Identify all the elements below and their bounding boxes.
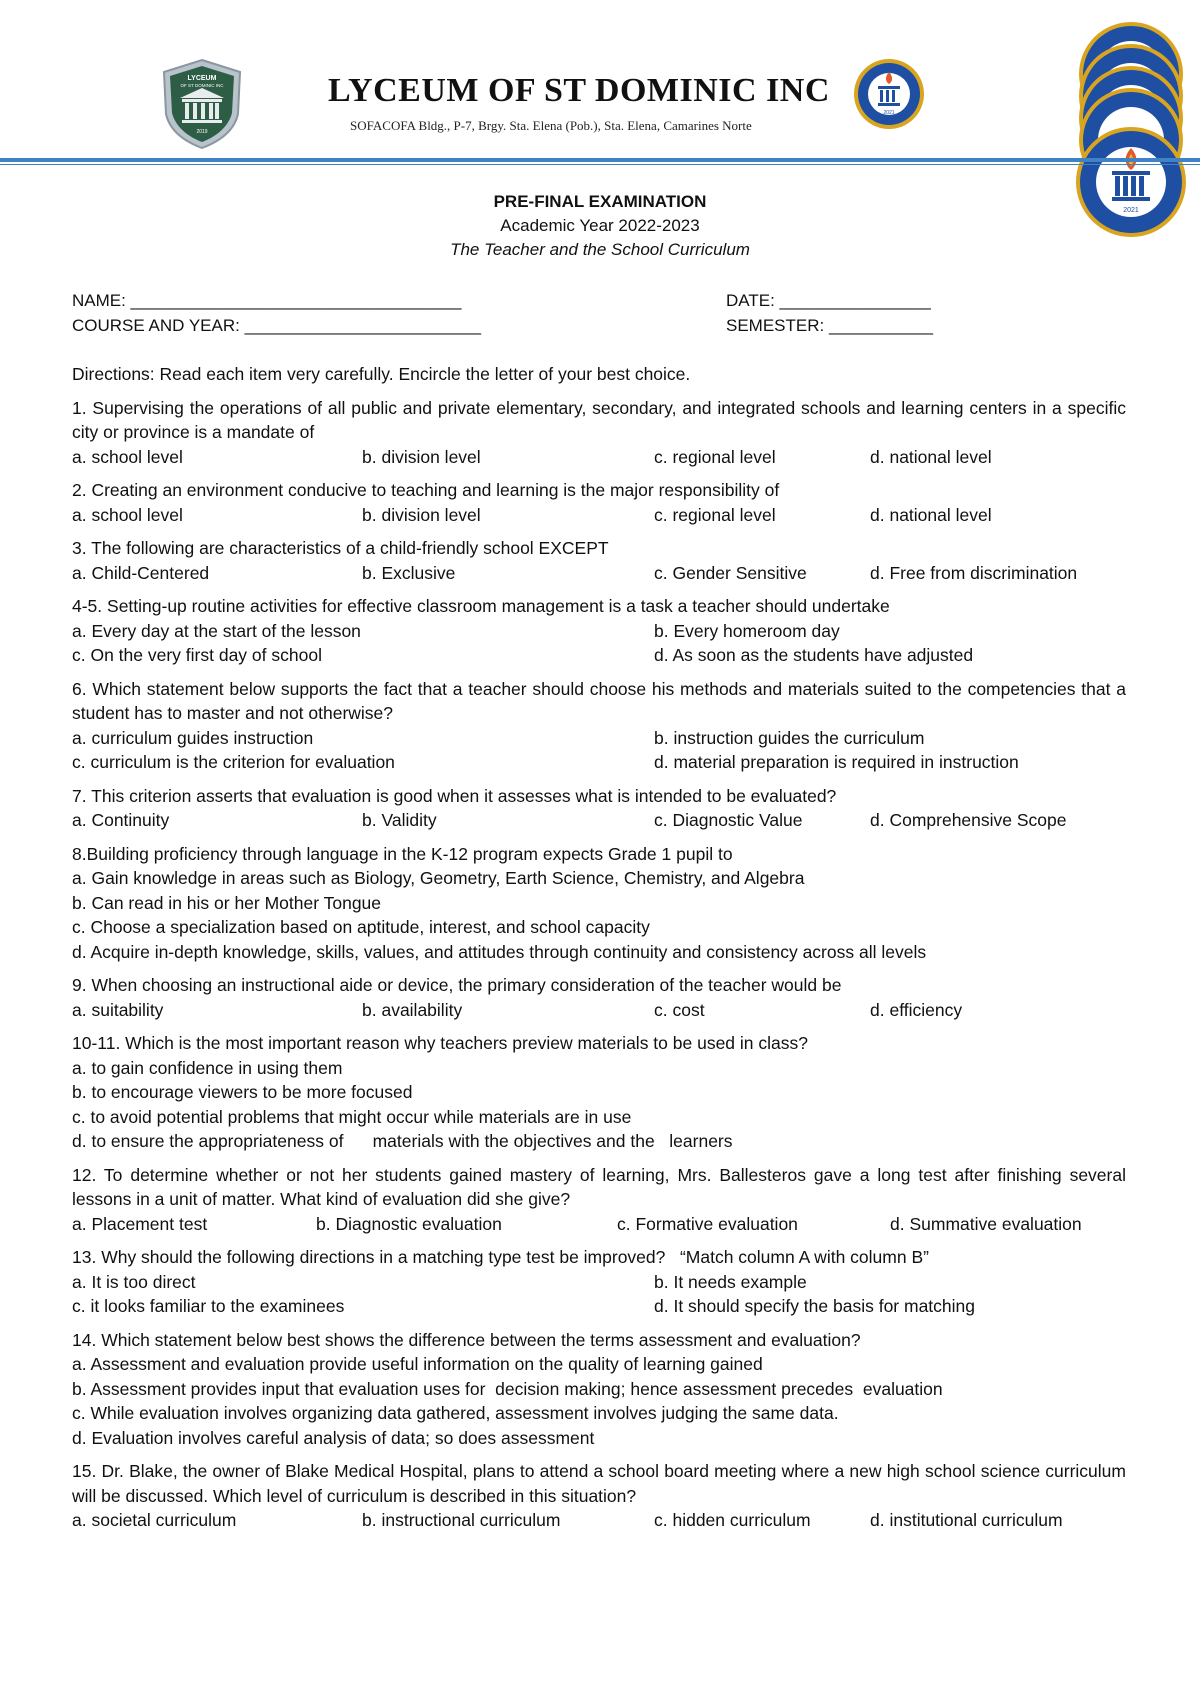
exam-title: PRE-FINAL EXAMINATION	[493, 192, 707, 211]
option[interactable]: c. it looks familiar to the examinees	[72, 1296, 345, 1316]
option[interactable]: d. It should specify the basis for matching	[654, 1296, 975, 1316]
option[interactable]: a. suitability	[72, 999, 164, 1020]
option[interactable]: c. While evaluation involves organizing data gathered, assessment involves judging the same data.	[72, 1403, 839, 1423]
option[interactable]: d. to ensure the appropriateness of materials with the objectives and the learners	[72, 1131, 733, 1151]
option[interactable]: d. Summative evaluation	[890, 1213, 1082, 1234]
option[interactable]: a. Gain knowledge in areas such as Biology, Geometry, Earth Science, Chemistry, and Algebra	[72, 868, 805, 888]
seal-year: 2021	[883, 110, 895, 116]
option[interactable]: a. societal curriculum	[72, 1510, 237, 1530]
option[interactable]: c. Diagnostic Value	[654, 810, 803, 830]
option[interactable]: b. Every homeroom day	[654, 620, 840, 641]
directions: Directions: Read each item very carefully. Encircle the letter of your best choice.	[72, 364, 691, 384]
option[interactable]: a. It is too direct	[72, 1271, 196, 1292]
option[interactable]: b. instruction guides the curriculum	[654, 727, 925, 748]
option[interactable]: a. school level	[72, 446, 183, 467]
date-field[interactable]: DATE: ________________	[726, 291, 931, 310]
header-rule-thin	[0, 164, 1200, 165]
option[interactable]: a. school level	[72, 504, 183, 525]
question-stem: 8.Building proficiency through language in the K-12 program expects Grade 1 pupil to	[72, 843, 733, 864]
logo-text-top: LYCEUM	[187, 75, 217, 82]
logo-year: 2019	[196, 129, 208, 135]
option[interactable]: a. Placement test	[72, 1213, 208, 1234]
option[interactable]: d. Free from discrimination	[870, 562, 1078, 583]
school-shield-logo	[160, 58, 244, 150]
option[interactable]: a. Child-Centered	[72, 562, 210, 583]
question-2	[72, 478, 1126, 527]
option[interactable]: a. Every day at the start of the lesson	[72, 620, 361, 641]
question-10-11	[72, 1031, 1126, 1154]
question-stem: 13. Why should the following directions in a matching type test be improved? “Match column A with column B”	[72, 1247, 929, 1267]
question-15	[72, 1459, 1126, 1533]
question-8	[72, 842, 1126, 965]
option[interactable]: d. Acquire in-depth knowledge, skills, values, and attitudes through continuity and consistency across all levels	[72, 941, 927, 962]
option[interactable]: d. national level	[870, 446, 992, 467]
question-stem: 7. This criterion asserts that evaluation is good when it assesses what is intended to be evaluated?	[72, 785, 837, 806]
option[interactable]: b. availability	[362, 999, 463, 1020]
exam-title-block	[0, 190, 1200, 262]
logo-text-sub: OF ST DOMINIC INC	[180, 83, 224, 88]
question-stem: 10-11. Which is the most important reason why teachers preview materials to be used in class?	[72, 1033, 808, 1053]
school-name: LYCEUM OF ST DOMINIC INC	[328, 72, 830, 109]
question-stem: 2. Creating an environment conducive to teaching and learning is the major responsibility of	[72, 480, 780, 500]
option[interactable]: a. to gain confidence in using them	[72, 1057, 343, 1078]
option[interactable]: b. to encourage viewers to be more focused	[72, 1082, 413, 1102]
question-stem: 4-5. Setting-up routine activities for effective classroom management is a task a teacher should undertake	[72, 596, 890, 616]
stack-seal-year: 2021	[1123, 207, 1139, 214]
option[interactable]: b. Exclusive	[362, 562, 456, 583]
header-rule	[0, 158, 1200, 162]
question-12	[72, 1163, 1126, 1237]
school-address: SOFACOFA Bldg., P-7, Brgy. Sta. Elena (Pob.), Sta. Elena, Camarines Norte	[350, 118, 752, 133]
student-info-fields	[72, 288, 1132, 338]
option[interactable]: b. It needs example	[654, 1271, 807, 1292]
option[interactable]: c. regional level	[654, 504, 776, 525]
option[interactable]: c. Choose a specialization based on aptitude, interest, and school capacity	[72, 917, 650, 937]
option[interactable]: b. Diagnostic evaluation	[316, 1213, 502, 1234]
question-stem: 15. Dr. Blake, the owner of Blake Medical Hospital, plans to attend a school board meeting where a new high school science curriculum will be discussed. Which level of curriculum is described in this situation?	[72, 1461, 1126, 1506]
option[interactable]: a. Assessment and evaluation provide useful information on the quality of learning gained	[72, 1354, 763, 1374]
question-stem: 14. Which statement below best shows the difference between the terms assessment and evaluation?	[72, 1329, 861, 1350]
question-13	[72, 1245, 1126, 1319]
option[interactable]: d. material preparation is required in instruction	[654, 752, 1019, 772]
option[interactable]: c. cost	[654, 999, 705, 1020]
question-3	[72, 536, 1126, 585]
option[interactable]: d. Evaluation involves careful analysis of data; so does assessment	[72, 1427, 595, 1448]
question-stem: 9. When choosing an instructional aide or device, the primary consideration of the teacher would be	[72, 975, 842, 995]
question-6	[72, 677, 1126, 775]
option[interactable]: d. institutional curriculum	[870, 1510, 1063, 1530]
option[interactable]: a. curriculum guides instruction	[72, 727, 314, 748]
option[interactable]: c. Gender Sensitive	[654, 562, 807, 583]
option[interactable]: b. division level	[362, 504, 481, 525]
subject-title: The Teacher and the School Curriculum	[450, 240, 750, 259]
question-7	[72, 784, 1126, 833]
name-field[interactable]: NAME: ___________________________________	[72, 291, 462, 310]
option[interactable]: b. Assessment provides input that evaluation uses for decision making; hence assessment precedes evaluation	[72, 1378, 943, 1399]
option[interactable]: b. division level	[362, 446, 481, 467]
semester-field[interactable]: SEMESTER: ___________	[726, 316, 933, 335]
option[interactable]: d. As soon as the students have adjusted	[654, 645, 974, 665]
question-4-5	[72, 594, 1126, 668]
option[interactable]: c. Formative evaluation	[617, 1213, 798, 1234]
option[interactable]: b. Can read in his or her Mother Tongue	[72, 892, 382, 913]
option[interactable]: c. On the very first day of school	[72, 645, 322, 665]
option[interactable]: a. Continuity	[72, 810, 170, 830]
question-14	[72, 1328, 1126, 1451]
option[interactable]: c. regional level	[654, 446, 776, 467]
question-9	[72, 973, 1126, 1022]
question-1	[72, 396, 1126, 470]
option[interactable]: b. Validity	[362, 810, 437, 830]
question-stem: 12. To determine whether or not her students gained mastery of learning, Mrs. Ballesteros gave a long test after finishing several lessons in a unit of matter. What kind of evaluation did she give?	[72, 1164, 1126, 1209]
question-stem: 6. Which statement below supports the fact that a teacher should choose his methods and materials suited to the competencies that a student has to master and not otherwise?	[72, 678, 1126, 723]
option[interactable]: c. curriculum is the criterion for evaluation	[72, 752, 395, 772]
option[interactable]: d. national level	[870, 504, 992, 525]
academic-year: Academic Year 2022-2023	[500, 216, 700, 235]
option[interactable]: b. instructional curriculum	[362, 1510, 561, 1530]
option[interactable]: c. to avoid potential problems that might occur while materials are in use	[72, 1106, 632, 1127]
option[interactable]: c. hidden curriculum	[654, 1510, 811, 1530]
course-year-field[interactable]: COURSE AND YEAR: _________________________	[72, 316, 481, 335]
college-seal-icon	[853, 58, 925, 130]
option[interactable]: d. Comprehensive Scope	[870, 810, 1067, 830]
question-stem: 1. Supervising the operations of all public and private elementary, secondary, and integrated schools and learning centers in a specific city or province is a mandate of	[72, 397, 1126, 442]
exam-content	[72, 362, 1126, 1542]
question-stem: 3. The following are characteristics of a child-friendly school EXCEPT	[72, 538, 609, 558]
option[interactable]: d. efficiency	[870, 999, 963, 1020]
